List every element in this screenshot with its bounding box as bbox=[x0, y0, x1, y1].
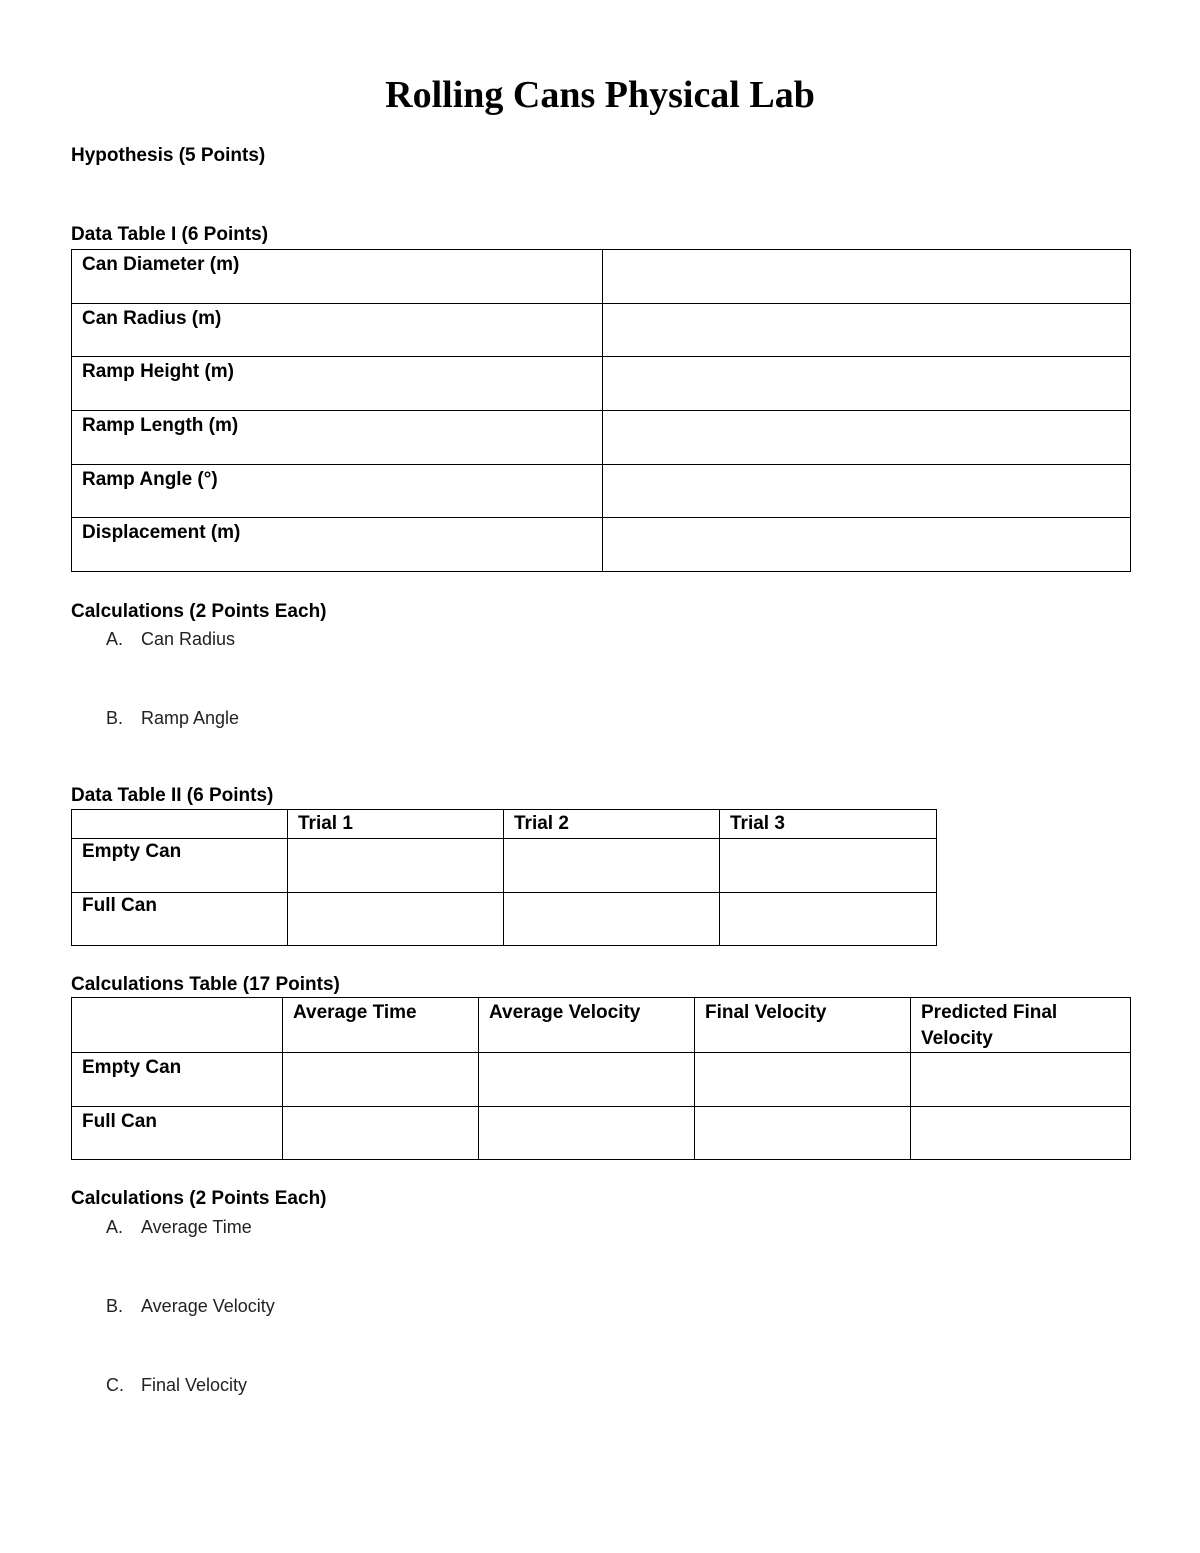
table-header-row bbox=[72, 998, 1131, 1053]
row-label: Ramp Length (m) bbox=[72, 411, 603, 465]
list-item-label: Average Time bbox=[141, 1217, 252, 1237]
value-cell[interactable] bbox=[479, 1106, 695, 1160]
page-title: Rolling Cans Physical Lab bbox=[385, 74, 815, 116]
table-row bbox=[72, 357, 1131, 411]
value-cell[interactable] bbox=[288, 892, 504, 946]
row-label: Can Diameter (m) bbox=[72, 250, 603, 304]
value-cell[interactable] bbox=[603, 357, 1131, 411]
data-table-1 bbox=[71, 249, 1131, 572]
column-header: Final Velocity bbox=[695, 998, 911, 1053]
value-cell[interactable] bbox=[504, 839, 720, 893]
value-cell[interactable] bbox=[911, 1106, 1131, 1160]
column-header: Average Time bbox=[283, 998, 479, 1053]
row-label: Can Radius (m) bbox=[72, 303, 603, 357]
list-item bbox=[106, 1373, 275, 1397]
value-cell[interactable] bbox=[720, 839, 937, 893]
table-row bbox=[72, 464, 1131, 518]
calculations-1-list bbox=[106, 627, 239, 730]
value-cell[interactable] bbox=[695, 1106, 911, 1160]
value-cell[interactable] bbox=[603, 464, 1131, 518]
list-item-label: Can Radius bbox=[141, 629, 236, 649]
value-cell[interactable] bbox=[603, 411, 1131, 465]
list-item bbox=[106, 627, 239, 651]
value-cell[interactable] bbox=[603, 250, 1131, 304]
calculations-2-list bbox=[106, 1215, 275, 1397]
list-item-label: Ramp Angle bbox=[141, 708, 240, 728]
hypothesis-heading: Hypothesis (5 Points) bbox=[71, 145, 266, 166]
row-label: Empty Can bbox=[72, 1053, 283, 1107]
value-cell[interactable] bbox=[911, 1053, 1131, 1107]
column-header: Trial 3 bbox=[720, 810, 937, 839]
list-item-label: Final Velocity bbox=[141, 1375, 248, 1395]
table-row bbox=[72, 1106, 1131, 1160]
column-header: Average Velocity bbox=[479, 998, 695, 1053]
list-marker: B. bbox=[106, 1296, 124, 1316]
row-label: Displacement (m) bbox=[72, 518, 603, 572]
value-cell[interactable] bbox=[504, 892, 720, 946]
list-marker: B. bbox=[106, 708, 124, 728]
list-item bbox=[106, 1294, 275, 1318]
table-row bbox=[72, 892, 937, 946]
list-item bbox=[106, 706, 239, 730]
data-table-1-heading: Data Table I (6 Points) bbox=[71, 224, 269, 245]
column-header: Trial 2 bbox=[504, 810, 720, 839]
list-marker: C. bbox=[106, 1375, 124, 1395]
row-label: Ramp Height (m) bbox=[72, 357, 603, 411]
calculations-table bbox=[71, 997, 1131, 1160]
value-cell[interactable] bbox=[283, 1106, 479, 1160]
data-table-2-heading: Data Table II (6 Points) bbox=[71, 785, 274, 806]
row-label: Full Can bbox=[72, 892, 288, 946]
table-header-row bbox=[72, 810, 937, 839]
value-cell[interactable] bbox=[720, 892, 937, 946]
table-row bbox=[72, 250, 1131, 304]
table-row bbox=[72, 303, 1131, 357]
list-item bbox=[106, 1215, 275, 1239]
column-header bbox=[72, 810, 288, 839]
column-header: Trial 1 bbox=[288, 810, 504, 839]
table-row bbox=[72, 411, 1131, 465]
row-label: Empty Can bbox=[72, 839, 288, 893]
calculations-table-heading: Calculations Table (17 Points) bbox=[71, 974, 340, 995]
value-cell[interactable] bbox=[283, 1053, 479, 1107]
list-marker: A. bbox=[106, 629, 124, 649]
column-header: Predicted Final Velocity bbox=[911, 998, 1131, 1053]
row-label: Ramp Angle (°) bbox=[72, 464, 603, 518]
value-cell[interactable] bbox=[603, 303, 1131, 357]
data-table-2 bbox=[71, 809, 937, 946]
table-row bbox=[72, 1053, 1131, 1107]
value-cell[interactable] bbox=[695, 1053, 911, 1107]
list-item-label: Average Velocity bbox=[141, 1296, 275, 1316]
value-cell[interactable] bbox=[288, 839, 504, 893]
value-cell[interactable] bbox=[603, 518, 1131, 572]
list-marker: A. bbox=[106, 1217, 124, 1237]
table-row bbox=[72, 518, 1131, 572]
column-header bbox=[72, 998, 283, 1053]
calculations-2-heading: Calculations (2 Points Each) bbox=[71, 1188, 327, 1209]
calculations-1-heading: Calculations (2 Points Each) bbox=[71, 601, 327, 622]
row-label: Full Can bbox=[72, 1106, 283, 1160]
table-row bbox=[72, 839, 937, 893]
value-cell[interactable] bbox=[479, 1053, 695, 1107]
